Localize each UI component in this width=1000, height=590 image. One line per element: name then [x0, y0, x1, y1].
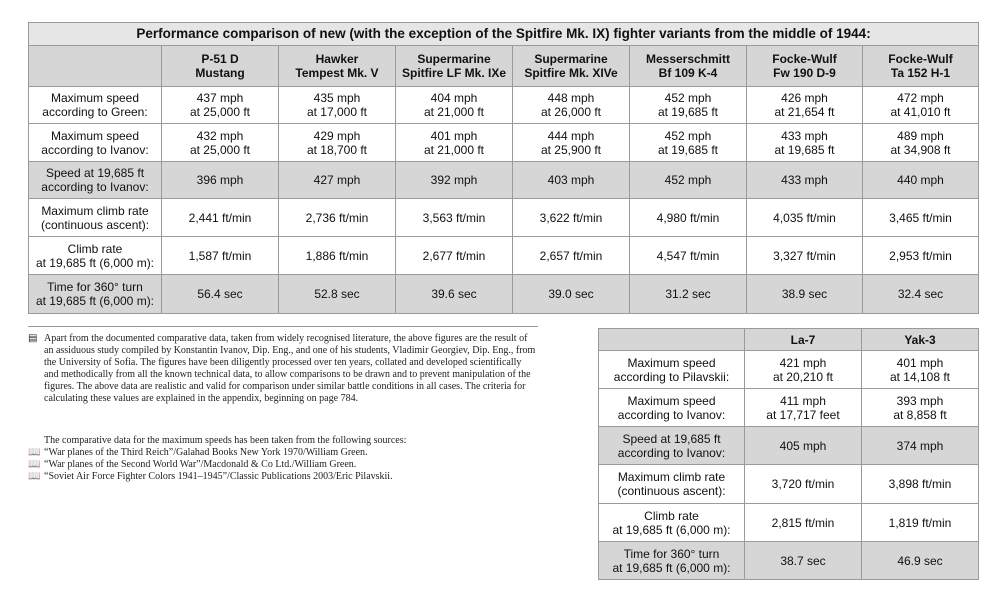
list-item: 📖 “War planes of the Second World War”/Macdonald & Co Ltd./William Green. [28, 459, 357, 470]
table-cell: 38.7 sec [745, 542, 862, 580]
table-cell: 396 mph [162, 162, 279, 199]
table-row [29, 124, 979, 162]
table-cell: 393 mph at 8,858 ft [862, 389, 979, 427]
table-cell: 4,547 ft/min [630, 237, 747, 275]
row-label: Maximum speed according to Pilavskii: [599, 351, 745, 389]
table-cell: 452 mph [630, 162, 747, 199]
table-cell: 2,441 ft/min [162, 199, 279, 237]
table-cell: 38.9 sec [747, 275, 863, 314]
table-cell: 4,035 ft/min [747, 199, 863, 237]
column-header: Messerschmitt Bf 109 K-4 [630, 46, 747, 87]
corner-cell [29, 46, 162, 87]
table-cell: 52.8 sec [279, 275, 396, 314]
row-label: Maximum speed according to Ivanov: [599, 389, 745, 427]
row-label: Maximum climb rate (continuous ascent): [599, 465, 745, 504]
table-row [599, 504, 979, 542]
table-cell: 2,953 ft/min [863, 237, 979, 275]
table-cell: 401 mph at 14,108 ft [862, 351, 979, 389]
table-cell: 3,327 ft/min [747, 237, 863, 275]
column-header: Supermarine Spitfire LF Mk. IXe [396, 46, 513, 87]
column-header: P-51 D Mustang [162, 46, 279, 87]
table-cell: 421 mph at 20,210 ft [745, 351, 862, 389]
methodology-text: Apart from the documented comparative data, taken from widely recognised literature, the above figures are the result of an assiduous study compiled by Konstantin Ivanov, Dip. Eng., and one of his students, Vladimir Georgiev, Dip. Eng., from the University of Sofia. The figures have been diligently processed over ten years, collated and developed scientifically and methodically from all the known technical data, to allow comparisons to be drawn and to prevent manipulation of the figures. The above data are realistic and valid for comparison under similar battle conditions in all cases. The criteria for calculating these values are explained in the appendix, beginning on page 784. [44, 333, 536, 404]
table-cell: 2,657 ft/min [513, 237, 630, 275]
table-cell: 432 mph at 25,000 ft [162, 124, 279, 162]
table-row [29, 87, 979, 124]
row-label: Time for 360° turn at 19,685 ft (6,000 m): [29, 275, 162, 314]
table-cell: 427 mph [279, 162, 396, 199]
table-cell: 3,563 ft/min [396, 199, 513, 237]
table-cell: 404 mph at 21,000 ft [396, 87, 513, 124]
table-cell: 403 mph [513, 162, 630, 199]
table-cell: 448 mph at 26,000 ft [513, 87, 630, 124]
methodology-paragraph [28, 333, 538, 405]
table-cell: 401 mph at 21,000 ft [396, 124, 513, 162]
table-cell: 3,622 ft/min [513, 199, 630, 237]
table-cell: 429 mph at 18,700 ft [279, 124, 396, 162]
table-cell: 440 mph [863, 162, 979, 199]
table-row [29, 275, 979, 314]
table-row [29, 237, 979, 275]
row-label: Maximum speed according to Green: [29, 87, 162, 124]
table-row [599, 465, 979, 504]
sources-list [28, 447, 538, 483]
table-cell: 435 mph at 17,000 ft [279, 87, 396, 124]
table-cell: 433 mph [747, 162, 863, 199]
row-label: Time for 360° turn at 19,685 ft (6,000 m): [599, 542, 745, 580]
main-comparison-table [28, 22, 979, 314]
column-header: Supermarine Spitfire Mk. XIVe [513, 46, 630, 87]
table-row [599, 389, 979, 427]
table-cell: 2,736 ft/min [279, 199, 396, 237]
table-cell: 411 mph at 17,717 feet [745, 389, 862, 427]
document-note-icon: ▤ [28, 333, 38, 344]
divider [28, 326, 538, 327]
table-cell: 39.0 sec [513, 275, 630, 314]
table-cell: 374 mph [862, 427, 979, 465]
table-cell: 32.4 sec [863, 275, 979, 314]
soviet-comparison-table [598, 328, 979, 580]
table-cell: 2,815 ft/min [745, 504, 862, 542]
row-label: Maximum speed according to Ivanov: [29, 124, 162, 162]
open-book-icon: 📖 [28, 471, 41, 482]
table-cell: 46.9 sec [862, 542, 979, 580]
open-book-icon: 📖 [28, 447, 41, 458]
table-row [29, 162, 979, 199]
table-cell: 3,720 ft/min [745, 465, 862, 504]
table-cell: 2,677 ft/min [396, 237, 513, 275]
row-label: Climb rate at 19,685 ft (6,000 m): [599, 504, 745, 542]
row-label: Speed at 19,685 ft according to Ivanov: [599, 427, 745, 465]
table-cell: 1,587 ft/min [162, 237, 279, 275]
table-cell: 444 mph at 25,900 ft [513, 124, 630, 162]
table-cell: 437 mph at 25,000 ft [162, 87, 279, 124]
column-header: Focke-Wulf Fw 190 D-9 [747, 46, 863, 87]
open-book-icon: 📖 [28, 459, 41, 470]
list-item: 📖 “War planes of the Third Reich”/Galahad Books New York 1970/William Green. [28, 447, 368, 458]
table-cell: 452 mph at 19,685 ft [630, 87, 747, 124]
row-label: Maximum climb rate (continuous ascent): [29, 199, 162, 237]
table-row [599, 542, 979, 580]
table-cell: 3,465 ft/min [863, 199, 979, 237]
list-item: 📖 “Soviet Air Force Fighter Colors 1941–1945”/Classic Publications 2003/Eric Pilavskii. [28, 471, 393, 482]
table-cell: 489 mph at 34,908 ft [863, 124, 979, 162]
table-row [599, 427, 979, 465]
table-cell: 405 mph [745, 427, 862, 465]
column-header: La-7 [745, 329, 862, 351]
table-row [29, 199, 979, 237]
table-cell: 472 mph at 41,010 ft [863, 87, 979, 124]
table-title: Performance comparison of new (with the exception of the Spitfire Mk. IX) fighter variants from the middle of 1944: [29, 23, 979, 46]
table-cell: 3,898 ft/min [862, 465, 979, 504]
table-cell: 1,886 ft/min [279, 237, 396, 275]
table-cell: 426 mph at 21,654 ft [747, 87, 863, 124]
table-cell: 452 mph at 19,685 ft [630, 124, 747, 162]
row-label: Speed at 19,685 ft according to Ivanov: [29, 162, 162, 199]
table-row [599, 351, 979, 389]
column-header: Hawker Tempest Mk. V [279, 46, 396, 87]
table-cell: 4,980 ft/min [630, 199, 747, 237]
notes-section [28, 326, 538, 483]
table-cell: 56.4 sec [162, 275, 279, 314]
column-header: Yak-3 [862, 329, 979, 351]
row-label: Climb rate at 19,685 ft (6,000 m): [29, 237, 162, 275]
table-cell: 39.6 sec [396, 275, 513, 314]
table-cell: 433 mph at 19,685 ft [747, 124, 863, 162]
corner-cell [599, 329, 745, 351]
column-header: Focke-Wulf Ta 152 H-1 [863, 46, 979, 87]
table-cell: 1,819 ft/min [862, 504, 979, 542]
table-cell: 392 mph [396, 162, 513, 199]
sources-intro: The comparative data for the maximum speeds has been taken from the following sources: [44, 435, 407, 446]
table-cell: 31.2 sec [630, 275, 747, 314]
